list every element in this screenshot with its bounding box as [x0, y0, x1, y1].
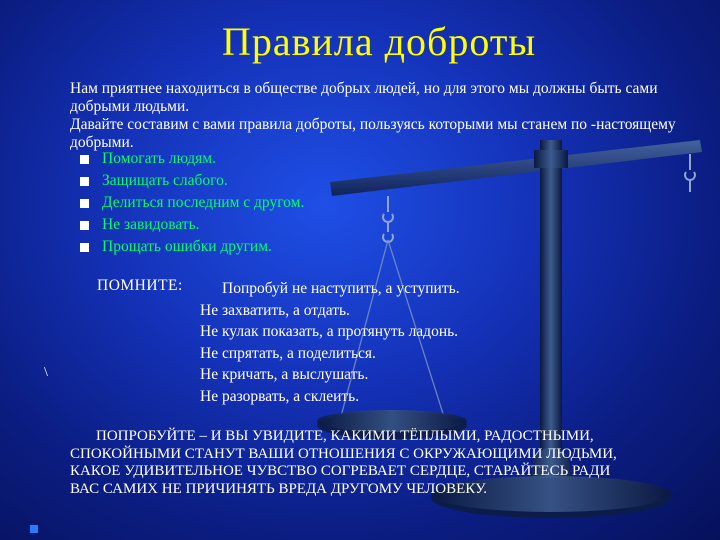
square-bullet-icon — [80, 221, 89, 230]
remember-label: ПОМНИТЕ: — [97, 277, 183, 294]
closing-text: ПОПРОБУЙТЕ – И ВЫ УВИДИТЕ, КАКИМИ ТЁПЛЫМИ, РАДОСТНЫМИ, СПОКОЙНЫМИ СТАНУТ ВАШИ ОТНОШЕНИЯ С ОКРУЖАЮЩИМИ ЛЮДЬМИ, КАКОЕ УДИВИТЕЛЬНОЕ ЧУВСТВО СОГРЕВАЕТ СЕРДЦЕ, СТАРАЙТЕСЬ РАДИ ВАС САМИХ НЕ ПРИЧИНЯТЬ ВРЕДА ДРУГОМУ ЧЕЛОВЕКУ. — [70, 428, 617, 497]
remember-line: Не кричать, а выслушать. — [200, 366, 369, 383]
list-item — [80, 192, 304, 214]
square-bullet-icon — [80, 199, 89, 208]
page-title: Правила доброты — [222, 19, 537, 64]
rules-list — [80, 148, 304, 258]
intro-text — [70, 80, 690, 152]
rule-text: Не завидовать. — [102, 216, 200, 233]
stray-mark: \ — [44, 365, 48, 380]
rule-text: Делиться последним с другом. — [102, 194, 305, 211]
remember-line: Не спрятать, а поделиться. — [200, 344, 376, 362]
rule-text: Помогать людям. — [102, 150, 216, 167]
list-item — [80, 170, 304, 192]
square-bullet-icon — [80, 243, 89, 252]
square-bullet-icon — [80, 155, 89, 164]
rule-text: Защищать слабого. — [102, 172, 228, 189]
remember-line: Не кулак показать, а протянуть ладонь. — [200, 323, 459, 340]
remember-line: Попробуй не наступить, а уступить. — [222, 280, 460, 297]
remember-line: Не захватить, а отдать. — [200, 301, 350, 319]
list-item — [80, 236, 304, 258]
corner-bullet-icon — [30, 525, 38, 533]
square-bullet-icon — [80, 177, 89, 186]
list-item — [80, 148, 304, 170]
intro-line: Давайте составим с вами правила доброты, пользуясь которыми мы станем по -настоящему добрыми. — [70, 116, 676, 151]
rule-text: Прощать ошибки другим. — [102, 238, 272, 255]
remember-line: Не разорвать, а склеить. — [200, 387, 360, 405]
remember-list — [200, 278, 460, 407]
list-item — [80, 214, 304, 236]
intro-line: Нам приятнее находиться в обществе добрых людей, но для этого мы должны быть сами добрыми людьми. — [70, 80, 658, 115]
